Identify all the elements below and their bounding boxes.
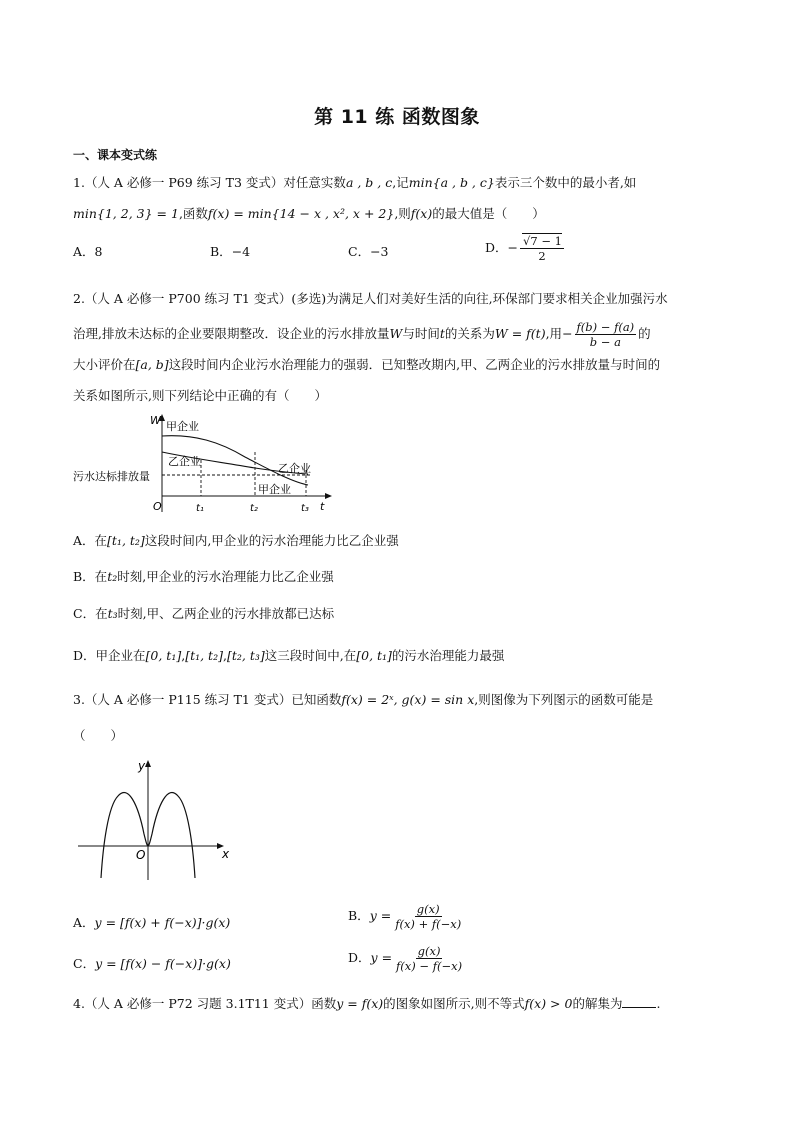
- page-title: 第 11 练 函数图象: [314, 106, 480, 128]
- q1-line1: [73, 174, 636, 192]
- option-value: −3: [370, 244, 389, 259]
- q1-option-d[interactable]: [485, 234, 566, 263]
- option-label: A．: [73, 915, 95, 930]
- axis-label-x: x: [222, 847, 230, 861]
- q1-text: ,则: [394, 206, 411, 221]
- q2-option-c[interactable]: [73, 605, 334, 623]
- axis-label-w: W: [150, 414, 161, 427]
- q3-line2: （ ）: [73, 728, 124, 743]
- option-text: 这段时间内,甲企业的污水治理能力比乙企业强: [144, 533, 399, 548]
- option-text: 时刻,甲、乙两企业的污水排放都已达标: [117, 606, 335, 621]
- q3-text: ,则图像为下列图示的函数可能是: [474, 692, 654, 707]
- label-jia-top: 甲企业: [166, 420, 199, 433]
- q4-text: 4.（人 A 必修一 P72 习题 3.1T11 变式）函数: [73, 996, 337, 1011]
- q1-text: ,记: [392, 175, 409, 190]
- q4-function: y = f(x): [336, 996, 384, 1011]
- fraction: [575, 320, 637, 349]
- q3-text: 3.（人 A 必修一 P115 练习 T1 变式）已知函数: [73, 692, 342, 707]
- section-heading: 一、课本变式练: [73, 148, 158, 162]
- fraction-numerator: g(x): [416, 902, 440, 916]
- q1-function: f(x) = min{14 − x , x², x + 2}: [207, 206, 395, 221]
- option-prefix: y =: [370, 950, 393, 965]
- option-text: 这三段时间中,在: [264, 648, 357, 663]
- q1-text: 的最大值是（ ）: [432, 206, 545, 221]
- q2-text: 的关系为: [444, 326, 495, 341]
- q1-number: 1.: [73, 175, 85, 190]
- option-interval: [0, t₁]: [145, 648, 182, 663]
- origin-label: O: [153, 500, 162, 513]
- option-expr: y = [f(x) − f(−x)]·g(x): [95, 956, 231, 971]
- q2-text: ,用: [545, 326, 563, 341]
- q4-text: 的解集为: [572, 996, 623, 1011]
- q2-line2: [73, 320, 651, 349]
- q2-line3: [73, 356, 660, 374]
- q4-line1: [73, 995, 660, 1013]
- q3-option-b[interactable]: [348, 902, 465, 931]
- option-text: A．在: [73, 533, 108, 548]
- x-axis-arrow: [325, 493, 332, 499]
- q2-option-d[interactable]: [73, 647, 504, 665]
- q1-option-c[interactable]: [348, 243, 389, 261]
- option-time: t₂: [107, 569, 118, 584]
- option-prefix: y =: [369, 908, 392, 923]
- q2-line4: 关系如图所示,则下列结论中正确的有（ ）: [73, 388, 327, 403]
- origin-label: O: [136, 848, 146, 862]
- q1-vars: a , b , c: [345, 175, 393, 190]
- q1-source: （人 A 必修一 P69 练习 T3 变式）: [84, 175, 284, 190]
- option-label: A．: [73, 244, 95, 259]
- q2-text: 与时间: [402, 326, 440, 341]
- option-interval: [t₁, t₂]: [185, 648, 223, 663]
- fraction-denominator: f(x) + f(−x): [395, 917, 462, 931]
- q3-option-c[interactable]: [73, 955, 231, 973]
- option-text: D．甲企业在: [73, 648, 146, 663]
- option-comma: ,: [222, 648, 227, 663]
- option-interval: [t₂, t₃]: [226, 648, 265, 663]
- sqrt-expr: √7 − 1: [523, 234, 562, 248]
- y-axis-arrow: [145, 760, 151, 767]
- q2-emission-graph: [70, 412, 350, 520]
- option-text: 时刻,甲企业的污水治理能力比乙企业强: [117, 569, 334, 584]
- q2-text: 治理,排放未达标的企业要限期整改．设企业的污水排放量: [73, 326, 390, 341]
- option-label: C．: [348, 244, 371, 259]
- axis-label-t: t: [320, 500, 325, 513]
- q1-line2: [73, 205, 545, 223]
- label-jia-bottom: 甲企业: [258, 483, 291, 496]
- fraction-numerator: g(x): [417, 944, 441, 958]
- tick-t1: t₁: [196, 503, 204, 514]
- option-label: B．: [210, 244, 232, 259]
- q4-text: 的图象如图所示,则不等式: [383, 996, 525, 1011]
- q2-var-t: t: [439, 326, 445, 341]
- option-interval: [t₁, t₂]: [107, 533, 145, 548]
- fraction: [393, 902, 463, 931]
- option-expr: y = [f(x) + f(−x)]·g(x): [94, 915, 231, 930]
- q2-sign: −: [562, 326, 573, 341]
- fraction: [520, 234, 564, 263]
- q3-option-a[interactable]: [73, 914, 230, 932]
- q2-relation: W = f(t): [494, 326, 546, 341]
- q1-text: ,函数: [178, 206, 208, 221]
- option-time: t₃: [107, 606, 118, 621]
- option-label: D．: [485, 240, 508, 255]
- option-text: B．在: [73, 569, 108, 584]
- tick-t3: t₃: [301, 503, 309, 514]
- q3-line1: [73, 691, 653, 709]
- fraction: [394, 944, 464, 973]
- q2-option-b[interactable]: [73, 568, 334, 586]
- axis-label-y: y: [138, 759, 146, 773]
- q1-text: 对任意实数: [283, 175, 346, 190]
- q2-text: 大小评价在: [73, 357, 136, 372]
- q2-text: 这段时间内企业污水治理能力的强弱．已知整改期内,甲、乙两企业的污水排放量与时间的: [168, 357, 661, 372]
- option-label: C．: [73, 956, 96, 971]
- fraction-denominator: f(x) − f(−x): [396, 959, 463, 973]
- q3-functions: f(x) = 2ˣ, g(x) = sin x: [341, 692, 475, 707]
- q2-text: 的: [638, 326, 651, 341]
- fraction-denominator: 2: [538, 249, 546, 263]
- option-text: C．在: [73, 606, 108, 621]
- q2-interval: [a, b]: [135, 357, 169, 372]
- label-yi-right: 乙企业: [278, 462, 311, 475]
- option-label: D．: [348, 950, 371, 965]
- q1-min-def: min{a , b , c}: [408, 175, 495, 190]
- fraction-denominator: b − a: [589, 335, 621, 349]
- q1-text: 表示三个数中的最小者,如: [494, 175, 637, 190]
- q1-fx: f(x): [410, 206, 433, 221]
- q2-line1: 2.（人 A 必修一 P700 练习 T1 变式）(多选)为满足人们对美好生活的向往,环保部门要求相关企业加强污水: [73, 291, 668, 306]
- label-yi-left: 乙企业: [168, 455, 201, 468]
- fraction-numerator: [520, 234, 564, 249]
- fraction-numerator: f(b) − f(a): [576, 320, 635, 334]
- q4-period: .: [656, 996, 661, 1011]
- tick-t2: t₂: [250, 503, 258, 514]
- label-standard: 污水达标排放量: [73, 470, 150, 483]
- option-value: −4: [231, 244, 251, 259]
- answer-blank[interactable]: [622, 995, 656, 1008]
- q3-function-graph: [74, 754, 234, 884]
- q3-option-d[interactable]: [348, 944, 466, 973]
- option-text: 的污水治理能力最强: [391, 648, 505, 663]
- q2-var-w: W: [389, 326, 403, 341]
- q2-option-a[interactable]: [73, 532, 399, 550]
- option-comma: ,: [181, 648, 186, 663]
- option-interval: [0, t₁]: [356, 648, 392, 663]
- q4-inequality: f(x) > 0: [524, 996, 573, 1011]
- q1-example: min{1, 2, 3} = 1: [73, 206, 179, 221]
- option-sign: −: [507, 240, 519, 255]
- option-value: 8: [94, 244, 103, 259]
- q1-option-b[interactable]: [210, 243, 250, 261]
- option-label: B．: [348, 908, 370, 923]
- q1-option-a[interactable]: [73, 243, 102, 261]
